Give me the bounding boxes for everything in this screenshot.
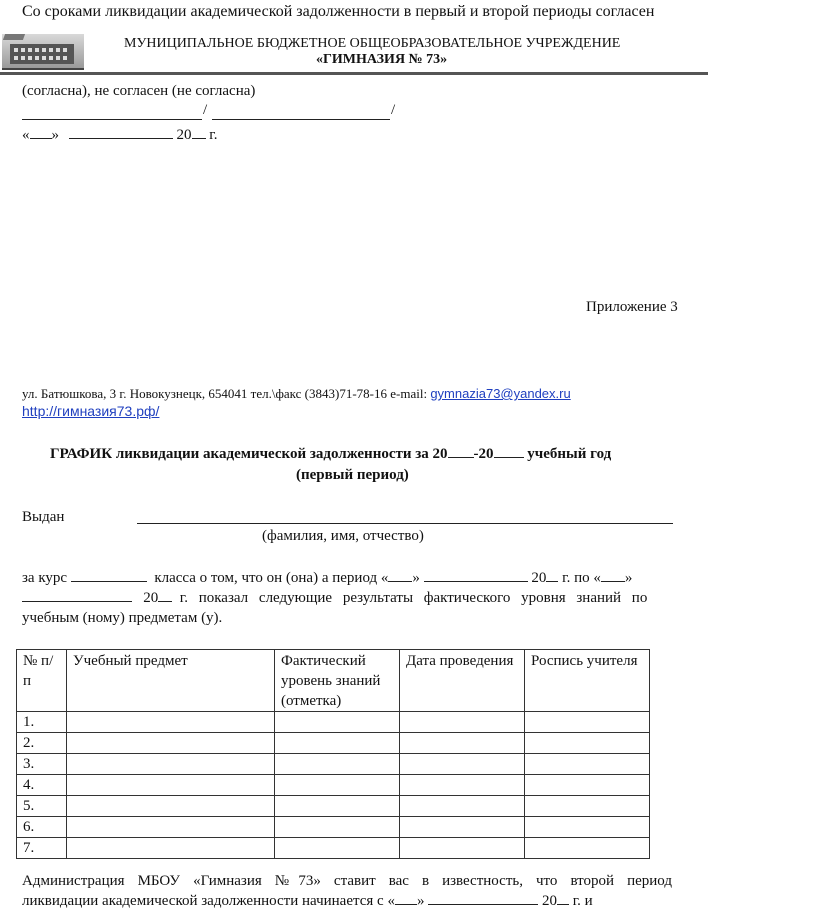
header-number: № п/п	[17, 650, 67, 712]
cell-signature[interactable]	[525, 838, 650, 859]
table-row	[17, 838, 650, 859]
name-field-line	[137, 523, 673, 524]
row-number: 3.	[17, 754, 67, 775]
footer-line-2: ликвидации академической задолженности начинается с « » 20 г. и	[22, 893, 593, 909]
body-line-1: за курс класса о том, что он (она) а период « » 20 г. по « »	[22, 570, 633, 586]
row-number: 5.	[17, 796, 67, 817]
address-text: ул. Батюшкова, 3 г. Новокузнецк, 654041 тел.\факс (3843)71-78-16 e-mail:	[22, 386, 428, 401]
table-row	[17, 796, 650, 817]
cell-level[interactable]	[275, 733, 400, 754]
cell-signature[interactable]	[525, 775, 650, 796]
signature-separator: /	[203, 102, 208, 118]
signature-line	[22, 119, 202, 120]
cell-signature[interactable]	[525, 733, 650, 754]
signature-end: /	[391, 102, 396, 118]
table-row	[17, 817, 650, 838]
cell-signature[interactable]	[525, 796, 650, 817]
grades-table	[16, 649, 650, 859]
row-number: 7.	[17, 838, 67, 859]
document-title: ГРАФИК ликвидации академической задолженности за 20 -20 учебный год	[50, 446, 612, 462]
school-building-image	[2, 34, 84, 70]
org-line: МУНИЦИПАЛЬНОЕ БЮДЖЕТНОЕ ОБЩЕОБРАЗОВАТЕЛЬНОЕ УЧРЕЖДЕНИЕ	[124, 36, 621, 51]
website-link[interactable]: http://гимназия73.рф/	[22, 403, 160, 419]
cell-date[interactable]	[400, 712, 525, 733]
cell-signature[interactable]	[525, 712, 650, 733]
consent-line: (согласна), не согласен (не согласна)	[22, 83, 256, 99]
appendix-label: Приложение 3	[586, 299, 678, 315]
cell-subject[interactable]	[67, 733, 275, 754]
cell-date[interactable]	[400, 775, 525, 796]
cell-subject[interactable]	[67, 796, 275, 817]
name-field-caption: (фамилия, имя, отчество)	[262, 528, 424, 544]
table-header-row	[17, 650, 650, 712]
cell-signature[interactable]	[525, 754, 650, 775]
school-name: «ГИМНАЗИЯ № 73»	[316, 52, 448, 67]
body-line-2: 20 г. показал следующие результаты фактического уровня знаний по	[22, 590, 672, 607]
consent-date: « » 20 г.	[22, 127, 218, 143]
issued-label: Выдан	[22, 509, 65, 525]
top-note: Со сроками ликвидации академической задолженности в первый и второй периоды согласен	[22, 3, 655, 20]
table-row	[17, 712, 650, 733]
name-line	[212, 119, 390, 120]
cell-level[interactable]	[275, 712, 400, 733]
header-date: Дата проведения	[400, 650, 525, 712]
cell-date[interactable]	[400, 733, 525, 754]
email-link[interactable]: gymnazia73@yandex.ru	[430, 386, 571, 401]
cell-level[interactable]	[275, 754, 400, 775]
cell-level[interactable]	[275, 838, 400, 859]
cell-subject[interactable]	[67, 838, 275, 859]
body-line-3: учебным (ному) предметам (у).	[22, 610, 223, 626]
header-signature: Роспись учителя	[525, 650, 650, 712]
contact-line	[22, 386, 571, 402]
header-subject: Учебный предмет	[67, 650, 275, 712]
cell-signature[interactable]	[525, 817, 650, 838]
cell-subject[interactable]	[67, 817, 275, 838]
row-number: 4.	[17, 775, 67, 796]
cell-date[interactable]	[400, 754, 525, 775]
header-divider	[0, 72, 708, 75]
cell-level[interactable]	[275, 817, 400, 838]
row-number: 1.	[17, 712, 67, 733]
footer-line-1: Администрация МБОУ «Гимназия №73» ставит вас в известность, что второй период	[22, 873, 672, 889]
cell-subject[interactable]	[67, 754, 275, 775]
cell-subject[interactable]	[67, 712, 275, 733]
header-level: Фактический уровень знаний (отметка)	[275, 650, 400, 712]
row-number: 6.	[17, 817, 67, 838]
document-subtitle: (первый период)	[296, 467, 409, 483]
cell-date[interactable]	[400, 796, 525, 817]
cell-level[interactable]	[275, 775, 400, 796]
cell-date[interactable]	[400, 817, 525, 838]
table-row	[17, 754, 650, 775]
cell-level[interactable]	[275, 796, 400, 817]
table-row	[17, 775, 650, 796]
cell-subject[interactable]	[67, 775, 275, 796]
row-number: 2.	[17, 733, 67, 754]
cell-date[interactable]	[400, 838, 525, 859]
table-row	[17, 733, 650, 754]
